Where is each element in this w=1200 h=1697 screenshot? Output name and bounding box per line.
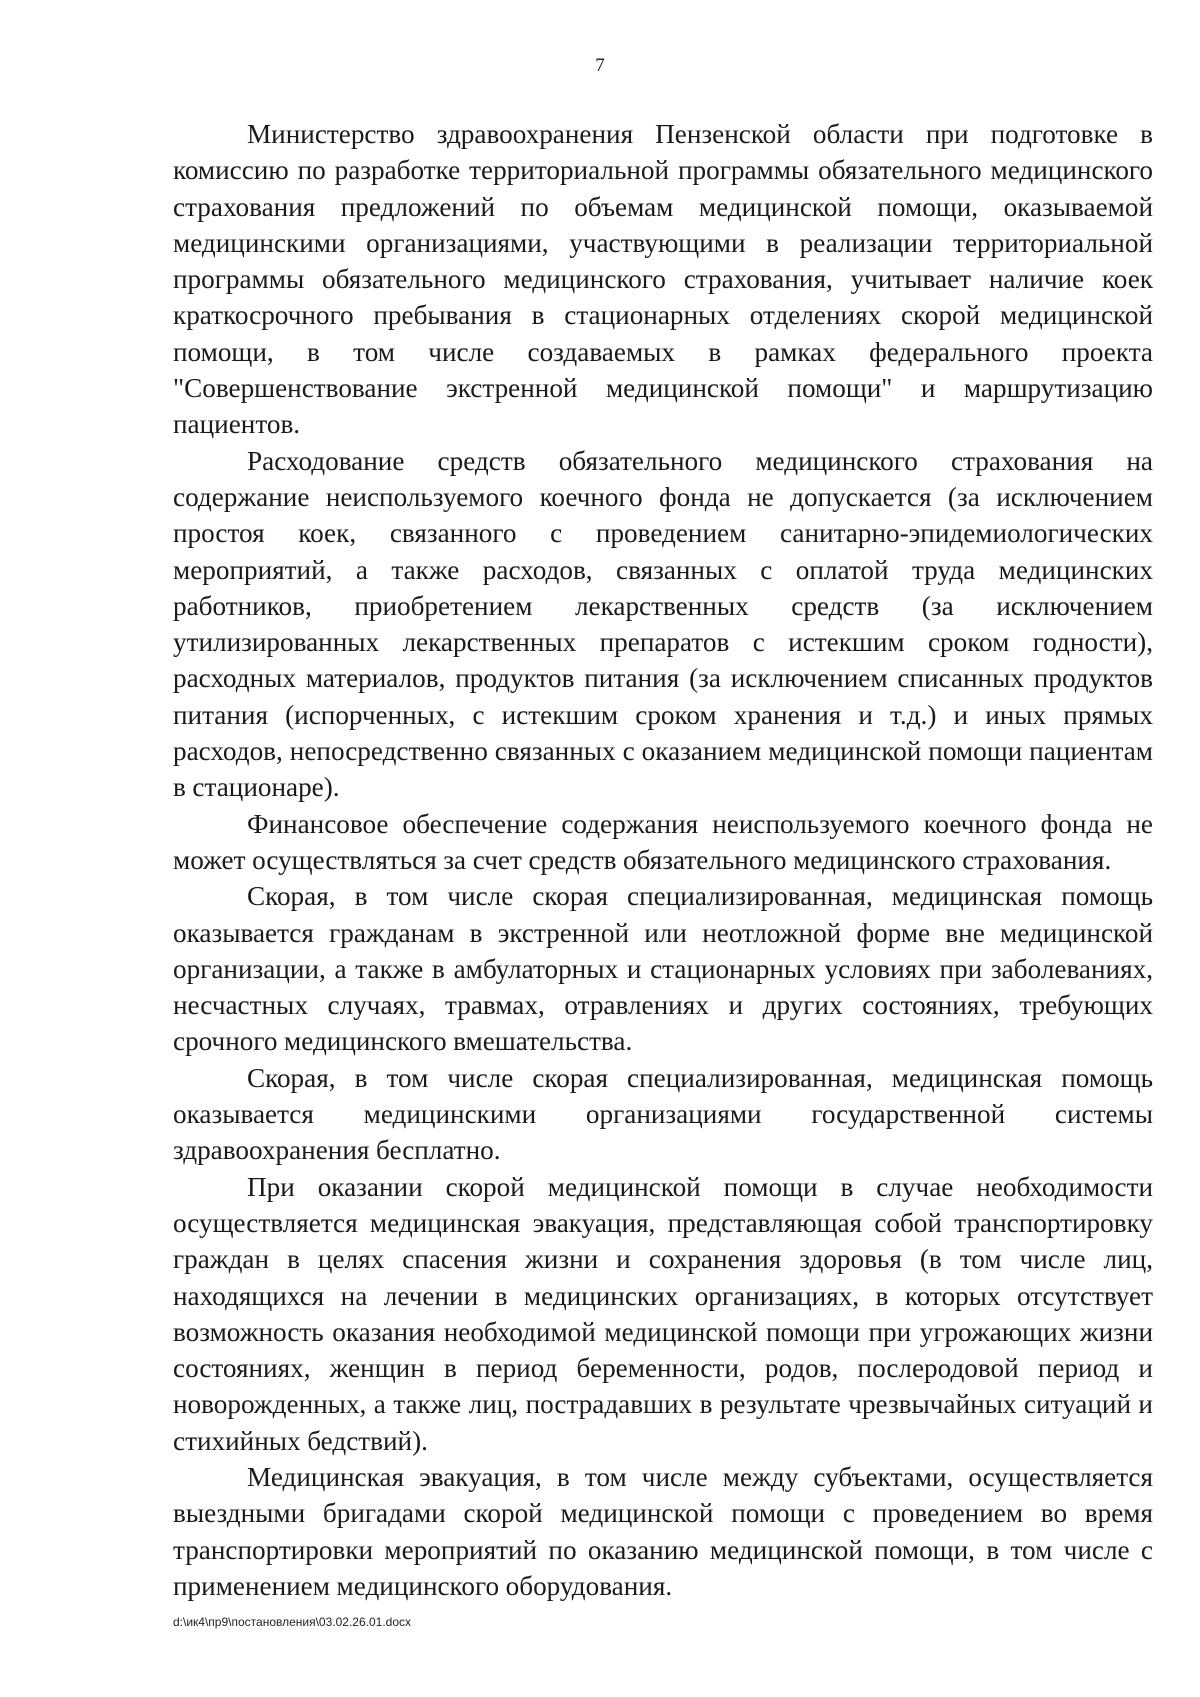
paragraph: Скорая, в том числе скорая специализированная, медицинская помощь оказывается медицинскими организациями государственной системы здравоохранения бесплатно. bbox=[173, 1062, 1153, 1166]
paragraph: Министерство здравоохранения Пензенской области при подготовке в комиссию по разработке территориальной программы обязательного медицинского страхования предложений по объемам медицинской помощи, оказываемой медицинскими организациями, участвующими в реализации территориальной программы обязательного медицинского страхования, учитывает наличие коек краткосрочного пребывания в стационарных отделениях скорой медицинской помощи, в том числе создаваемых в рамках федерального проекта "Совершенствование экстренной медицинской помощи" и маршрутизацию пациентов. bbox=[173, 119, 1153, 440]
paragraph: При оказании скорой медицинской помощи в случае необходимости осуществляется медицинская эвакуация, представляющая собой транспортировку граждан в целях спасения жизни и сохранения здоровья (в том числе лиц, находящихся на лечении в медицинских организациях, в которых отсутствует возможность оказания необходимой медицинской помощи при угрожающих жизни состояниях, женщин в период беременности, родов, послеродовой период и новорожденных, а также лиц, пострадавших в результате чрезвычайных ситуаций и стихийных бедствий). bbox=[173, 1171, 1153, 1456]
paragraph: Медицинская эвакуация, в том числе между субъектами, осуществляется выездными бригадами скорой медицинской помощи с проведением во время транспортировки мероприятий по оказанию медицинской помощи, в том числе с применением медицинского оборудования. bbox=[173, 1461, 1153, 1601]
document-body bbox=[173, 116, 1153, 1604]
footer-file-path: d:\ик4\пр9\постановления\03.02.26.01.docx bbox=[173, 1615, 412, 1629]
paragraph: Финансовое обеспечение содержания неиспользуемого коечного фонда не может осуществляться за счет средств обязательного медицинского страхования. bbox=[173, 808, 1153, 875]
paragraph: Скорая, в том числе скорая специализированная, медицинская помощь оказывается гражданам в экстренной или неотложной форме вне медицинской организации, а также в амбулаторных и стационарных условиях при заболеваниях, несчастных случаях, травмах, отравлениях и других состояниях, требующих срочного медицинского вмешательства. bbox=[173, 881, 1153, 1057]
paragraph: Расходование средств обязательного медицинского страхования на содержание неиспользуемого коечного фонда не допускается (за исключением простоя коек, связанного с проведением санитарно-эпидемиологических мероприятий, а также расходов, связанных с оплатой труда медицинских работников, приобретением лекарственных средств (за исключением утилизированных лекарственных препаратов с истекшим сроком годности), расходных материалов, продуктов питания (за исключением списанных продуктов питания (испорченных, с истекшим сроком хранения и т.д.) и иных прямых расходов, непосредственно связанных с оказанием медицинской помощи пациентам в стационаре). bbox=[173, 445, 1153, 803]
page-number: 7 bbox=[595, 55, 605, 76]
